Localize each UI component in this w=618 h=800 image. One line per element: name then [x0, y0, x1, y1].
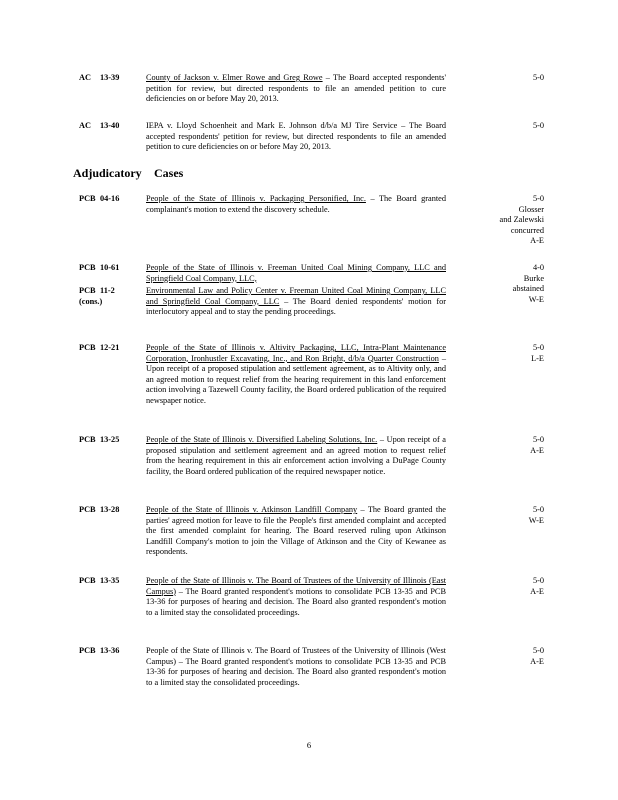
- vote-line: 4-0: [532, 263, 544, 272]
- case-number: 13-25: [100, 435, 120, 444]
- case-title: People of the State of Illinois v. The Board of Trustees of the University of Illinois (West Campus): [146, 646, 446, 666]
- case-title: Environmental Law and Policy Center v. Freeman United Coal Mining Company, LLC and Springfield Coal Company, LLC: [146, 286, 446, 306]
- vote-line: W-E: [528, 294, 544, 304]
- vote-line: A-E: [530, 656, 544, 666]
- case-summary: – The Board accepted respondents' petition for review, but directed respondents to file an amended petition to cure deficiencies on or before May 20, 2013.: [146, 73, 446, 104]
- vote-line: W-E: [528, 515, 544, 525]
- case-number: 04-16: [100, 194, 120, 203]
- case-type: AC: [79, 73, 91, 82]
- vote-line: Burke: [523, 273, 544, 283]
- vote-block: [470, 121, 544, 132]
- case-type: PCB: [79, 343, 96, 352]
- vote-block: [470, 343, 544, 364]
- vote-line: Glosser: [518, 204, 544, 214]
- vote-line: 5-0: [532, 646, 544, 655]
- vote-block: [470, 646, 544, 667]
- vote-line: 5-0: [532, 343, 544, 352]
- vote-line: L-E: [531, 353, 544, 363]
- case-title: People of the State of Illinois v. Freeman United Coal Mining Company, LLC and Springfield Coal Company, LLC,: [146, 263, 446, 283]
- case-description: [146, 646, 446, 688]
- vote-block: [470, 505, 544, 526]
- case-number: 13-39: [100, 73, 120, 82]
- vote-line: and Zalewski: [499, 215, 544, 225]
- case-number: 13-28: [100, 505, 120, 514]
- case-title: People of the State of Illinois v. Diversified Labeling Solutions, Inc.: [146, 435, 378, 444]
- vote-line: 5-0: [532, 435, 544, 444]
- vote-line: A-E: [530, 586, 544, 596]
- vote-line: A-E: [530, 236, 544, 246]
- case-title: People of the State of Illinois v. Packaging Personified, Inc.: [146, 194, 366, 203]
- case-number: 13-36: [100, 646, 120, 655]
- case-summary: – Upon receipt of a proposed stipulation and settlement agreement and an agreed motion to request relief from the hearing requirement in this air enforcement action involving a DuPage County facility, the Board ordered publication of the required newspaper notice.: [146, 435, 446, 476]
- consolidated-label: (cons.): [79, 296, 103, 306]
- case-description: [146, 73, 446, 105]
- case-summary: IEPA v. Lloyd Schoenheit and Mark E. Johnson d/b/a MJ Tire Service – The Board accepted respondents' petition for review, but directed respondents to file an amended petition to cure deficiencies on or before May 20, 2013.: [146, 121, 446, 152]
- case-description: [146, 505, 446, 558]
- case-type: PCB: [79, 263, 96, 272]
- case-description: [146, 576, 446, 618]
- case-description: [146, 121, 446, 153]
- case-type: PCB: [79, 435, 96, 444]
- section-heading-cases: Cases: [154, 166, 184, 180]
- case-summary: – The Board granted respondent's motions to consolidate PCB 13-35 and PCB 13-36 for purposes of hearing and decision. The Board also granted respondent's motion to a limited stay the consolidated proceedings.: [146, 656, 446, 687]
- case-type: PCB: [79, 646, 96, 655]
- case-title: People of the State of Illinois v. Atkinson Landfill Company: [146, 505, 358, 514]
- case-description: [146, 286, 446, 318]
- vote-line: 5-0: [532, 505, 544, 514]
- section-heading: Adjudicatory: [73, 166, 142, 180]
- case-description: [146, 435, 446, 477]
- vote-line: concurred: [510, 225, 544, 235]
- vote-block: [470, 263, 544, 305]
- case-title: People of the State of Illinois v. Altivity Packaging, LLC, Intra-Plant Maintenance Corporation, Ironhustler Excavating, Inc., and Ron Bright, d/b/a Quarter Construction: [146, 343, 446, 363]
- vote-line: A-E: [530, 445, 544, 455]
- vote-block: [470, 576, 544, 597]
- case-number: 11-2: [100, 286, 115, 295]
- case-summary: – Upon receipt of a proposed stipulation and settlement agreement, as to Altivity only, and an agreed motion to request relief from the hearing requirement in this land enforcement action involving a Tazewell County facility, the Board ordered publication of the required newspaper notice.: [146, 353, 446, 405]
- case-number: 12-21: [100, 343, 120, 352]
- vote-line: 5-0: [532, 121, 544, 130]
- vote-line: 5-0: [532, 576, 544, 585]
- case-title: County of Jackson v. Elmer Rowe and Greg Rowe: [146, 73, 323, 82]
- case-description: [146, 343, 446, 407]
- page-number: 6: [306, 740, 312, 750]
- case-description: [146, 194, 446, 215]
- vote-block: [470, 194, 544, 247]
- vote-line: 5-0: [532, 73, 544, 82]
- case-summary: – The Board granted respondent's motions to consolidate PCB 13-35 and PCB 13-36 for purposes of hearing and decision. The Board also granted respondent's motion to a limited stay the consolidated proceedings.: [146, 586, 446, 617]
- case-number: 13-40: [100, 121, 120, 130]
- case-type: AC: [79, 121, 91, 130]
- vote-block: [470, 73, 544, 84]
- case-type: PCB: [79, 576, 96, 585]
- vote-line: 5-0: [532, 194, 544, 203]
- case-type: PCB: [79, 194, 96, 203]
- case-description: [146, 263, 446, 284]
- case-summary: – The Board denied respondents' motion for interlocutory appeal and to stay the pending proceedings.: [146, 296, 446, 317]
- case-type: PCB: [79, 505, 96, 514]
- case-number: 13-35: [100, 576, 120, 585]
- case-title: People of the State of Illinois v. The Board of Trustees of the University of Illinois (East Campus): [146, 576, 446, 596]
- vote-block: [470, 435, 544, 456]
- case-type: PCB: [79, 286, 96, 295]
- case-summary: – The Board granted the parties' agreed motion for leave to file the People's first amended complaint and accepted the first amended complaint for hearing. The Board reserved ruling upon Atkinson Landfill Company's motion to join the Village of Atkinson and the City of Kewanee as respondents.: [146, 505, 446, 557]
- vote-line: abstained: [512, 284, 544, 294]
- case-number: 10-61: [100, 263, 120, 272]
- case-summary: – The Board granted complainant's motion to extend the discovery schedule.: [146, 194, 446, 214]
